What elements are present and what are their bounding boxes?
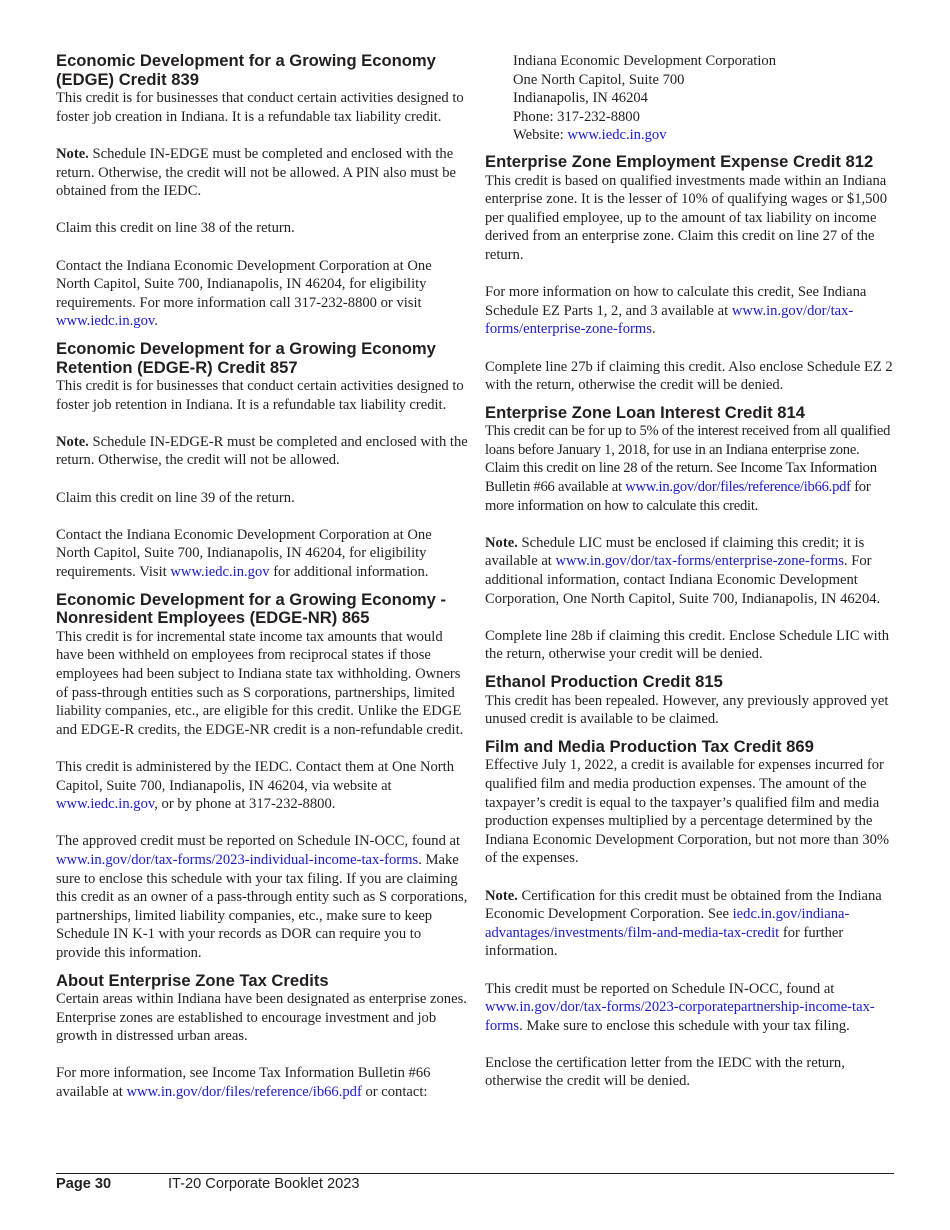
ib66-link[interactable]: www.in.gov/dor/files/reference/ib66.pdf [126,1084,362,1101]
iedc-address-block [513,52,897,145]
ezee-credit-section [485,153,897,395]
ezli-note-label: Note. [485,534,518,551]
edge-credit-section [56,52,468,331]
edger-description: This credit is for businesses that conduct certain activities designed to foster job retention in Indiana. It is a refundable tax liability credit. [56,378,464,413]
ezli-credit-section [485,404,897,664]
address-line-2: One North Capitol, Suite 700 [513,71,685,88]
enterprise-zone-more-info-end: or contact: [361,1084,428,1101]
edge-credit-heading [56,52,468,89]
edge-contact-text: Contact the Indiana Economic Development Corporation at One North Capitol, Suite 700, Indianapolis, IN 46204, for eligibility requirements. For more information call 317-232-8800 or visit [56,257,432,311]
edgenr-admin-end: , or by phone at 317-232-8800. [154,796,336,813]
ezee-complete-line: Complete line 27b if claiming this credit. Also enclose Schedule EZ 2 with the return, otherwise the credit will be denied. [485,358,893,394]
ezli-description-end: for more information on how to calculate this credit. [485,479,871,514]
ezli-credit-heading: Enterprise Zone Loan Interest Credit 814 [485,402,805,422]
edge-contact [56,257,468,331]
film-credit-link[interactable]: iedc.in.gov/indiana-advantages/investments/film-and-media-tax-credit [485,906,850,941]
edger-claim-line: Claim this credit on line 39 of the return. [56,489,295,506]
edger-iedc-link[interactable]: www.iedc.in.gov [170,564,270,581]
edger-contact-end: for additional information. [269,564,429,581]
edger-contact [56,526,468,582]
film-note-end: for further information. [485,924,844,960]
address-line-1: Indiana Economic Development Corporation [513,53,777,69]
film-reporting [485,980,897,1036]
ezee-more-info-text: For more information on how to calculate this credit, See Indiana Schedule EZ Parts 1, 2, and 3 available at [485,284,867,319]
ezee-description: This credit is based on qualified investments made within an Indiana enterprise zone. It is the lesser of 10% of qualifying wages or $1,500 per qualified employee, up to the amount of tax liability on income derived from an enterprise zone. Claim this credit on line 27 of the return. [485,172,888,263]
edgenr-title-line1: Economic Development for a Growing Economy - [56,589,447,609]
film-note [485,887,897,961]
enterprise-zone-section [56,972,468,1102]
edgenr-admin-text: This credit is administered by the IEDC. Contact them at One North Capitol, Suite 700, Indianapolis, IN 46204, via website at [56,758,454,794]
ezli-forms-link[interactable]: www.in.gov/dor/tax-forms/enterprise-zone-forms [555,553,844,570]
ethanol-credit-heading: Ethanol Production Credit 815 [485,672,723,691]
edge-note-text: Schedule IN-EDGE must be completed and enclosed with the return. Otherwise, the credit will not be allowed. A PIN also must be obtained from the IEDC. [56,145,457,200]
ezee-credit-heading: Enterprise Zone Employment Expense Credit 812 [485,151,874,171]
film-credit-section [485,738,897,1091]
enterprise-zone-more-info [56,1064,468,1101]
left-column [56,52,468,1111]
ezli-description-text: This credit can be for up to 5% of the interest received from all qualified loans before January 1, 2018, for use in an Indiana enterprise zone. Claim this credit on line 28 of the return. See Income Tax Information Bulletin #66 available at [485,423,891,496]
ezli-note-text: Schedule LIC must be enclosed if claiming this credit; it is available at [485,534,865,570]
footer-rule [56,1173,894,1174]
ezli-note [485,534,897,608]
edge-title-line1: Economic Development for a Growing Economy [56,51,436,70]
edgenr-credit-section [56,591,468,963]
edge-note [56,145,468,201]
ethanol-credit-section [485,673,897,729]
page-number: Page 30 [56,1176,112,1192]
film-description: Effective July 1, 2022, a credit is available for expenses incurred for qualified film and media production expenses. The amount of the taxpayer’s credit is equal to the taxpayer’s qualified film and media production expenses multiplied by a percentage determined by the Indiana Economic Development Corporation, but not more than 30% of the expenses. [485,757,890,867]
film-credit-heading: Film and Media Production Tax Credit 869 [485,736,814,756]
film-note-text: Certification for this credit must be obtained from the Indiana Economic Development Corporation. See [485,887,882,923]
film-enclose: Enclose the certification letter from the IEDC with the return, otherwise the credit will be denied. [485,1054,845,1090]
edgenr-administration [56,758,468,814]
address-phone: Phone: 317-232-8800 [513,108,640,125]
edge-iedc-link[interactable]: www.iedc.in.gov [56,313,155,330]
booklet-title: IT-20 Corporate Booklet 2023 [168,1176,360,1192]
film-forms-link[interactable]: www.in.gov/dor/tax-forms/2023-corporatepartnership-income-tax-forms [485,999,875,1034]
edge-contact-end: . [154,313,158,330]
ezli-note-end: . For additional information, contact Indiana Economic Development Corporation, One North Capitol, Suite 700, Indianapolis, IN 46204. [485,553,881,607]
edge-title-line2: (EDGE) Credit 839 [56,69,199,89]
film-note-label: Note. [485,887,518,904]
edgenr-reporting [56,832,468,962]
enterprise-zone-more-info-text: For more information, see Income Tax Information Bulletin #66 available at [56,1065,431,1101]
edge-claim-line: Claim this credit on line 38 of the return. [56,220,295,237]
edger-note-label: Note. [56,433,89,450]
edgenr-reporting-text: The approved credit must be reported on Schedule IN-OCC, found at [56,833,461,850]
edgenr-title-line2: Nonresident Employees (EDGE-NR) 865 [56,608,370,628]
edger-title-line1: Economic Development for a Growing Economy [56,338,436,358]
edge-description: This credit is for businesses that conduct certain activities designed to foster job creation in Indiana. It is a refundable tax liability credit. [56,90,464,125]
address-line-3: Indianapolis, IN 46204 [513,90,648,107]
ezee-more-info [485,283,897,339]
edger-note [56,433,468,470]
edgenr-description: This credit is for incremental state income tax amounts that would have been withheld on employees from reciprocal states if those employees had been subject to Indiana state tax withholding. Owners of pass-through entities such as S corporations, partnerships, limited liability companies, etc., are eligible for this credit. Unlike the EDGE and EDGE-R credits, the EDGE-NR credit is a non-refundable credit. [56,628,464,738]
edger-note-text: Schedule IN-EDGE-R must be completed and enclosed with the return. Otherwise, the credit will not be allowed. [56,433,468,469]
right-column [485,52,897,1100]
edger-title-line2: Retention (EDGE-R) Credit 857 [56,357,298,377]
iedc-website-link[interactable]: www.iedc.in.gov [567,127,667,144]
edger-credit-section [56,340,468,582]
page-footer [56,1176,359,1192]
ezee-more-info-end: . [651,321,656,338]
edgenr-credit-heading [56,591,468,628]
address-website [513,126,897,145]
edgenr-iedc-link[interactable]: www.iedc.in.gov [56,796,155,813]
ez-forms-link[interactable]: www.in.gov/dor/tax-forms/enterprise-zone-forms [485,302,854,338]
ezli-ib66-link[interactable]: www.in.gov/dor/files/reference/ib66.pdf [625,479,851,496]
ezli-description [485,422,897,515]
ezli-complete-line: Complete line 28b if claiming this credit. Enclose Schedule LIC with the return, otherwise your credit will be denied. [485,627,890,663]
edgenr-reporting-end: . Make sure to enclose this schedule with your tax filing. If you are claiming this credit as an owner of a pass-through entity such as S corporations, partnerships, limited liability companies, etc., make sure to keep Schedule IN K-1 with your records as DOR can require you to provide this information. [56,851,468,961]
enterprise-zone-heading: About Enterprise Zone Tax Credits [56,970,329,990]
edge-note-label: Note. [56,145,89,162]
edger-contact-text: Contact the Indiana Economic Development Corporation at One North Capitol, Suite 700, Indianapolis, IN 46204, for eligibility requirements. Visit [56,526,432,581]
edger-credit-heading [56,340,468,377]
film-reporting-text: This credit must be reported on Schedule IN-OCC, found at [485,980,835,997]
ethanol-description: This credit has been repealed. However, any previously approved yet unused credit is available to be claimed. [485,692,889,728]
website-label: Website: [513,127,568,144]
enterprise-zone-description: Certain areas within Indiana have been designated as enterprise zones. Enterprise zones are established to encourage investment and job growth in distressed urban areas. [56,991,467,1045]
film-reporting-end: . Make sure to enclose this schedule with your tax filing. [519,1017,850,1034]
edgenr-forms-link[interactable]: www.in.gov/dor/tax-forms/2023-individual-income-tax-forms [56,851,419,868]
